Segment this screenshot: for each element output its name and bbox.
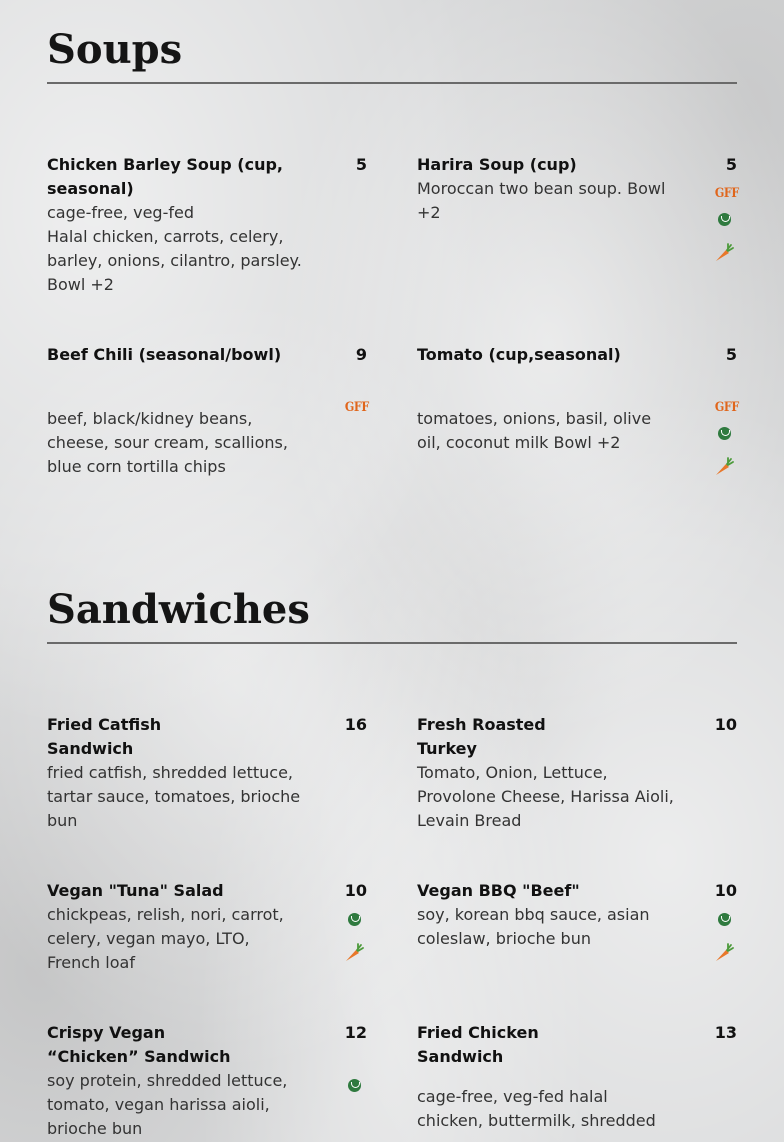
item-price: 10 <box>344 881 367 900</box>
menu-item-crispy-vegan-chicken-sandwich <box>47 1021 367 1141</box>
item-description: tomatoes, onions, basil, olive oil, coconut milk Bowl +2 <box>417 409 652 452</box>
item-price: 5 <box>355 155 367 174</box>
item-diet-icons <box>341 399 367 417</box>
item-description: Tomato, Onion, Lettuce, Provolone Cheese, Harissa Aioli, Levain Bread <box>417 763 674 830</box>
vegan-icon <box>348 913 361 926</box>
item-diet-icons <box>711 903 737 963</box>
item-price: 10 <box>714 715 737 734</box>
menu-item-vegan-tuna-salad <box>47 879 367 975</box>
item-name: Tomato (cup,seasonal) <box>417 345 621 364</box>
item-diet-icons <box>711 399 737 477</box>
item-name: Fresh Roasted Turkey <box>417 715 546 758</box>
item-diet-icons <box>711 185 737 263</box>
item-name: Harira Soup (cup) <box>417 155 577 174</box>
section-title-soups: Soups <box>47 26 737 84</box>
item-name: Beef Chili (seasonal/bowl) <box>47 345 282 364</box>
item-description: cage-free, veg-fed halal chicken, buttermilk, shredded <box>417 1087 656 1130</box>
section-title-sandwiches: Sandwiches <box>47 586 737 644</box>
item-diet-icons <box>341 903 367 963</box>
item-price: 9 <box>355 345 367 364</box>
menu-item-vegan-bbq-beef <box>417 879 737 951</box>
menu-item-chicken-barley-soup <box>47 153 367 297</box>
item-diet-icons <box>341 1069 367 1099</box>
item-price: 12 <box>344 1023 367 1042</box>
menu-item-harira-soup <box>417 153 737 225</box>
item-name: Fried Catfish Sandwich <box>47 715 162 758</box>
vegan-icon <box>348 1079 361 1092</box>
item-description: fried catfish, shredded lettuce, tartar sauce, tomatoes, brioche bun <box>47 763 301 830</box>
item-description-detail: Halal chicken, carrots, celery, barley, onions, cilantro, parsley. Bowl +2 <box>47 227 302 294</box>
item-price: 13 <box>714 1023 737 1042</box>
item-description: Moroccan two bean soup. Bowl +2 <box>417 179 666 222</box>
item-description: chickpeas, relish, nori, carrot, celery, vegan mayo, LTO, French loaf <box>47 905 284 972</box>
item-description: beef, black/kidney beans, cheese, sour cream, scallions, blue corn tortilla chips <box>47 409 288 476</box>
item-description: cage-free, veg-fed <box>47 203 194 222</box>
vegan-icon <box>718 913 731 926</box>
menu-item-beef-chili <box>47 343 367 479</box>
item-price: 5 <box>725 345 737 364</box>
item-price: 10 <box>714 881 737 900</box>
vegan-icon <box>718 213 731 226</box>
item-name: Vegan BBQ "Beef" <box>417 881 580 900</box>
item-description: soy, korean bbq sauce, asian coleslaw, brioche bun <box>417 905 650 948</box>
gluten-free-friendly-icon: GFF <box>714 186 739 201</box>
menu-item-fried-chicken-sandwich <box>417 1021 737 1133</box>
item-price: 16 <box>344 715 367 734</box>
vegetarian-carrot-icon <box>713 243 735 263</box>
gluten-free-friendly-icon: GFF <box>714 400 739 415</box>
menu-item-fried-catfish-sandwich <box>47 713 367 833</box>
vegetarian-carrot-icon <box>343 943 365 963</box>
menu-item-fresh-roasted-turkey <box>417 713 737 833</box>
item-name: Crispy Vegan “Chicken” Sandwich <box>47 1023 231 1066</box>
item-name: Vegan "Tuna" Salad <box>47 881 224 900</box>
sandwiches-section <box>47 586 737 644</box>
vegetarian-carrot-icon <box>713 457 735 477</box>
item-name: Fried Chicken Sandwich <box>417 1023 539 1066</box>
vegan-icon <box>718 427 731 440</box>
item-name: Chicken Barley Soup (cup, seasonal) <box>47 155 283 198</box>
soups-section <box>47 26 737 84</box>
gluten-free-friendly-icon: GFF <box>344 400 369 415</box>
item-description: soy protein, shredded lettuce, tomato, vegan harissa aioli, brioche bun <box>47 1071 288 1138</box>
vegetarian-carrot-icon <box>713 943 735 963</box>
item-price: 5 <box>725 155 737 174</box>
menu-item-tomato-soup <box>417 343 737 455</box>
